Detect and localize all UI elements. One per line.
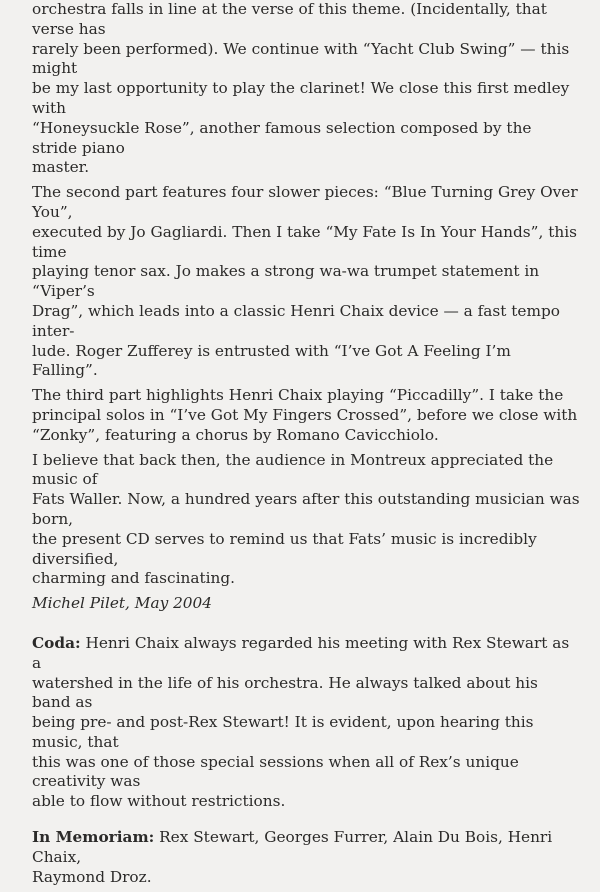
paragraph-conclusion: I believe that back then, the audience in Montreux appreciated the music of Fats Waller. Now, a hundred years after this outstanding musician was born, the present CD serves to remind us that Fats’ music is incredibly diversified, charming and fascinating. <box>32 450 580 588</box>
memoriam-label: In Memoriam: <box>32 828 155 847</box>
liner-notes-page <box>32 0 580 892</box>
coda-paragraph <box>32 634 580 812</box>
memoriam-text: Rex Stewart, Georges Furrer, Alain Du Bois, Henri Chaix, Raymond Droz. <box>32 828 553 886</box>
memoriam-paragraph <box>32 828 580 887</box>
paragraph-third-part: The third part highlights Henri Chaix playing “Piccadilly”. I take the principal solos in “I’ve Got My Fingers Crossed”, before we close with “Zonky”, featuring a chorus by Romano Cavicchiolo. <box>32 386 578 444</box>
coda-text: Henri Chaix always regarded his meeting with Rex Stewart as a watershed in the life of his orchestra. He always talked about his band as being pre- and post-Rex Stewart! It is evident, upon hearing this music, that this was one of those special sessions when all of Rex’s unique creativity was able to flow without restrictions. <box>32 633 570 811</box>
author-signature: Michel Pilet, May 2004 <box>32 594 212 613</box>
coda-label: Coda: <box>32 633 81 652</box>
paragraph-medley-end: orchestra falls in line at the verse of this theme. (Incidentally, that verse has rarely been performed). We continue with “Yacht Club Swing” — this might be my last opportunity to play the clarinet! We close this first medley with “Honeysuckle Rose”, another famous selection composed by the stride piano master. <box>32 0 570 177</box>
paragraph-second-part: The second part features four slower pieces: “Blue Turning Grey Over You”, executed by Jo Gagliardi. Then I take “My Fate Is In Your Hands”, this time playing tenor sax. Jo makes a strong wa-wa trumpet statement in “Viper’s Drag”, which leads into a classic Henri Chaix device — a fast tempo inter- lude. Roger Zufferey is entrusted with “I’ve Got A Feeling I’m Falling”. <box>32 183 578 380</box>
